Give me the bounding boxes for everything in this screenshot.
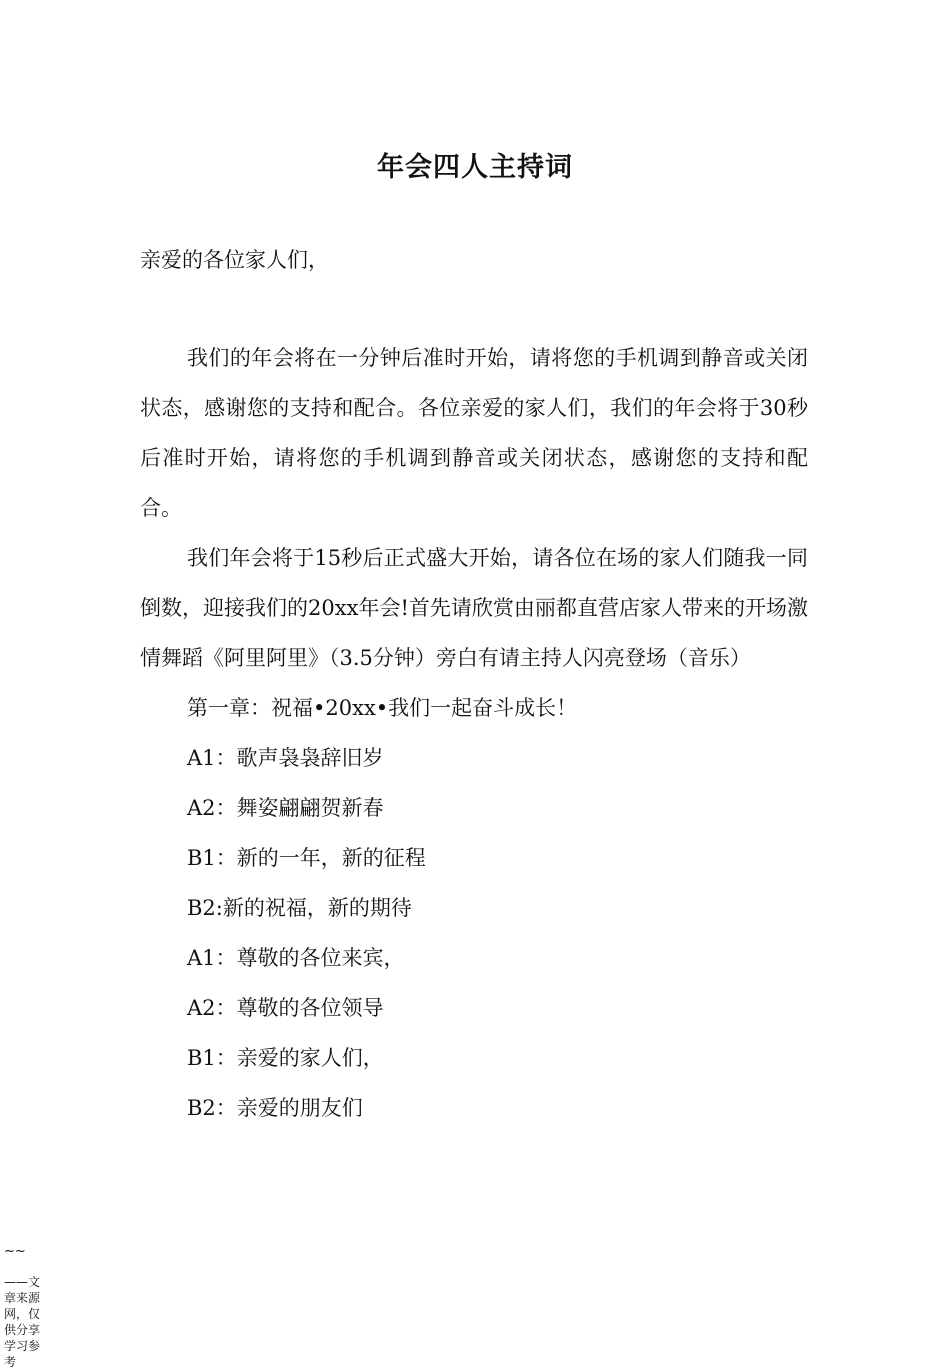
greeting-line: 亲爱的各位家人们， [140,248,329,272]
document-title: 年会四人主持词 [377,152,573,183]
paragraph-countdown: 我们年会将于15秒后正式盛大开始，请各位在场的家人们随我一同倒数，迎接我们的20xx年会!首先请欣赏由丽都直营店家人带来的开场激情舞蹈《阿里阿里》（3.5分钟）旁白有请主持人闪亮登场（音乐） [140,546,808,670]
script-line: B1：新的一年，新的征程 [187,846,426,870]
footer-source-note: ——文章来源网，仅供分享学习参考 [4,1275,41,1369]
chapter-heading: 第一章：祝福•20xx•我们一起奋斗成长！ [187,696,578,720]
script-line: B2:新的祝福，新的期待 [187,896,412,920]
paragraph-opening: 我们的年会将在一分钟后准时开始，请将您的手机调到静音或关闭状态，感谢您的支持和配合。各位亲爱的家人们，我们的年会将于30秒后准时开始，请将您的手机调到静音或关闭状态，感谢您的支持和配合。 [140,346,808,520]
source-footer [4,1244,48,1370]
script-line: B2：亲爱的朋友们 [187,1096,363,1120]
document-body [140,333,808,1133]
script-line: A1：歌声袅袅辞旧岁 [187,746,384,770]
script-line: B1：亲爱的家人们， [187,1046,384,1070]
script-line: A1：尊敬的各位来宾， [187,946,405,970]
script-line: A2：尊敬的各位领导 [187,996,384,1020]
script-line: A2：舞姿翩翩贺新春 [187,796,384,820]
footer-tilde: ~~ [4,1244,26,1259]
